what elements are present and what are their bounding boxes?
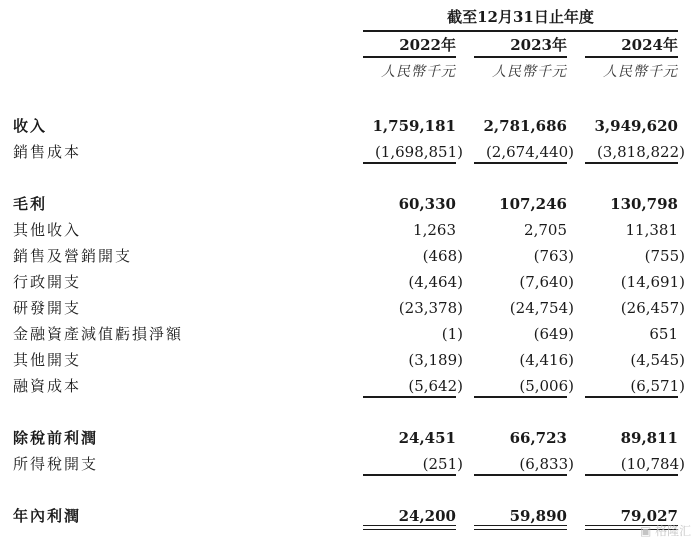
value-cell <box>474 297 574 319</box>
value-text: (6,833) <box>519 455 574 473</box>
year-header-2024: 2024年 <box>621 36 678 54</box>
value-text: (4,464) <box>408 273 463 291</box>
subtotal-rule <box>363 162 456 164</box>
year-rule-2022 <box>363 56 456 58</box>
value-text: 59,890 <box>509 507 567 525</box>
value-text: (5,642) <box>408 377 463 395</box>
value-text: (4,416) <box>519 351 574 369</box>
value-cell <box>363 193 456 215</box>
value-cell <box>585 115 678 137</box>
value-cell <box>363 245 463 267</box>
value-text: 79,027 <box>620 507 678 525</box>
total-double-rule <box>474 525 567 530</box>
value-cell <box>363 141 463 163</box>
value-cell <box>474 505 567 527</box>
value-text: 1,759,181 <box>372 117 456 135</box>
value-cell <box>363 271 463 293</box>
value-cell <box>363 115 456 137</box>
value-cell <box>474 323 574 345</box>
currency-unit-2022: 人民幣千元 <box>381 64 456 80</box>
currency-unit-2023: 人民幣千元 <box>492 64 567 80</box>
value-text: (3,189) <box>408 351 463 369</box>
value-text: (755) <box>644 247 685 265</box>
value-text: (6,571) <box>630 377 685 395</box>
value-cell <box>363 323 463 345</box>
watermark-icon: ▣ <box>640 524 652 538</box>
period-header: 截至12月31日止年度 <box>447 8 594 26</box>
subtotal-rule <box>363 474 456 476</box>
value-text: (7,640) <box>519 273 574 291</box>
subtotal-rule <box>363 396 456 398</box>
value-cell <box>474 375 574 397</box>
value-text: (26,457) <box>620 299 685 317</box>
row-label: 銷售及營銷開支 <box>13 247 133 265</box>
value-text: 89,811 <box>620 429 678 447</box>
value-cell <box>474 349 574 371</box>
row-label: 其他開支 <box>13 351 82 369</box>
row-label: 毛利 <box>13 195 48 213</box>
value-text: 2,781,686 <box>483 117 567 135</box>
currency-unit-2024: 人民幣千元 <box>603 64 678 80</box>
value-cell <box>585 297 685 319</box>
value-text: 130,798 <box>610 195 678 213</box>
value-text: 24,200 <box>398 507 456 525</box>
value-cell <box>585 349 685 371</box>
value-text: 2,705 <box>524 221 567 239</box>
value-text: (3,818,822) <box>596 143 685 161</box>
year-rule-2024 <box>585 56 678 58</box>
subtotal-rule <box>585 474 678 476</box>
value-cell <box>363 505 456 527</box>
row-label: 所得稅開支 <box>13 455 99 473</box>
value-cell <box>585 453 685 475</box>
value-cell <box>474 427 567 449</box>
value-text: 3,949,620 <box>594 117 678 135</box>
row-label: 其他收入 <box>13 221 82 239</box>
value-cell <box>585 375 685 397</box>
row-label: 除稅前利潤 <box>13 429 99 447</box>
value-text: 11,381 <box>625 221 678 239</box>
value-text: (4,545) <box>630 351 685 369</box>
value-text: (1) <box>441 325 463 343</box>
row-label: 行政開支 <box>13 273 82 291</box>
value-cell <box>363 297 463 319</box>
value-cell <box>585 193 678 215</box>
watermark-text: 格隆汇 <box>655 524 692 538</box>
subtotal-rule <box>474 162 567 164</box>
period-header-rule <box>363 30 678 32</box>
value-text: (24,754) <box>509 299 574 317</box>
value-text: (14,691) <box>620 273 685 291</box>
row-label: 金融資產減值虧損淨額 <box>13 325 184 343</box>
row-label: 研發開支 <box>13 299 82 317</box>
value-text: 66,723 <box>509 429 567 447</box>
value-cell <box>363 375 463 397</box>
value-cell <box>474 219 567 241</box>
value-text: 651 <box>649 325 678 343</box>
row-label: 融資成本 <box>13 377 82 395</box>
value-cell <box>474 193 567 215</box>
row-label: 年內利潤 <box>13 507 82 525</box>
value-text: 1,263 <box>413 221 456 239</box>
row-label: 銷售成本 <box>13 143 82 161</box>
year-header-2022: 2022年 <box>399 36 456 54</box>
value-cell <box>474 271 574 293</box>
subtotal-rule <box>474 396 567 398</box>
value-cell <box>585 141 685 163</box>
value-text: (10,784) <box>620 455 685 473</box>
value-text: (5,006) <box>519 377 574 395</box>
value-text: (2,674,440) <box>485 143 574 161</box>
value-cell <box>363 349 463 371</box>
value-cell <box>474 245 574 267</box>
row-label: 收入 <box>13 117 48 135</box>
subtotal-rule <box>585 396 678 398</box>
total-double-rule <box>363 525 456 530</box>
subtotal-rule <box>585 162 678 164</box>
value-cell <box>363 427 456 449</box>
value-cell <box>363 219 456 241</box>
value-cell <box>474 453 574 475</box>
value-cell <box>585 427 678 449</box>
value-text: (23,378) <box>398 299 463 317</box>
watermark-logo <box>640 522 691 539</box>
value-text: (1,698,851) <box>374 143 463 161</box>
value-cell <box>363 453 463 475</box>
value-text: (649) <box>533 325 574 343</box>
value-text: (251) <box>422 455 463 473</box>
value-cell <box>585 245 685 267</box>
value-cell <box>585 271 685 293</box>
value-cell <box>585 323 678 345</box>
value-text: 24,451 <box>398 429 456 447</box>
year-rule-2023 <box>474 56 567 58</box>
value-cell <box>585 219 678 241</box>
value-text: 60,330 <box>398 195 456 213</box>
value-text: (468) <box>422 247 463 265</box>
value-text: (763) <box>533 247 574 265</box>
value-cell <box>474 115 567 137</box>
value-text: 107,246 <box>499 195 567 213</box>
year-header-2023: 2023年 <box>510 36 567 54</box>
subtotal-rule <box>474 474 567 476</box>
value-cell <box>474 141 574 163</box>
